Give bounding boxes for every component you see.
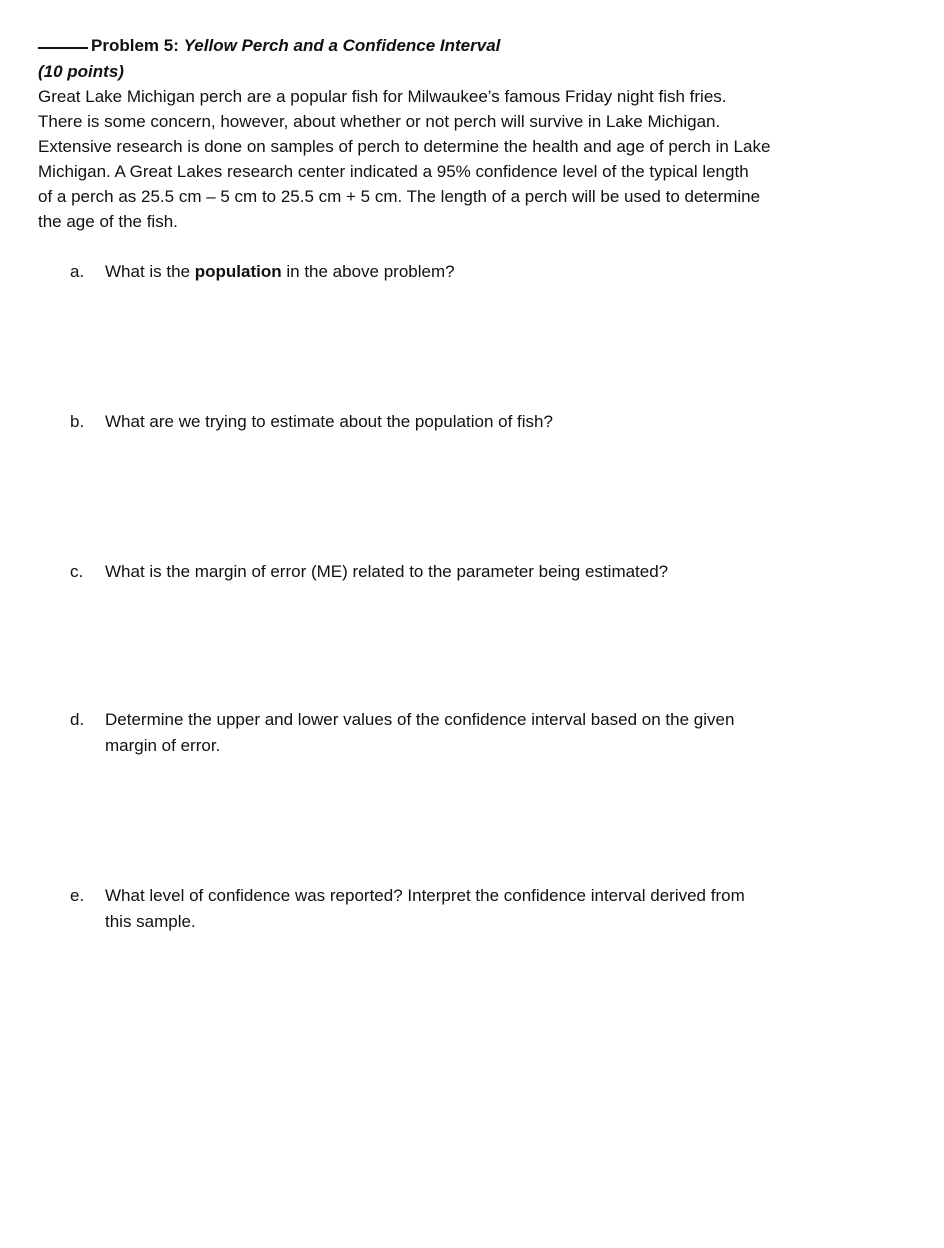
question-text [105,559,845,585]
question-line: Determine the upper and lower values of the confidence interval based on the given [105,710,735,729]
intro-line: Extensive research is done on samples of perch to determine the health and age of perch in Lake [38,137,771,156]
question-line: What level of confidence was reported? Interpret the confidence interval derived from [105,886,745,905]
question-letter: c. [70,562,84,581]
question-line: this sample. [105,912,196,931]
question-line: margin of error. [105,736,221,755]
question-text-after: in the above problem? [281,262,455,281]
intro-line: the age of the fish. [38,212,178,231]
problem-intro [38,84,858,234]
question-letter: e. [70,886,85,905]
question-text [105,409,845,435]
question-text [105,883,845,935]
intro-line: of a perch as 25.5 cm – 5 cm to 25.5 cm + 5 cm. The length of a perch will be used to determine [38,187,761,206]
problem-title: Yellow Perch and a Confidence Interval [183,36,501,55]
intro-line: Michigan. A Great Lakes research center indicated a 95% confidence level of the typical length [38,162,749,181]
question-line: What are we trying to estimate about the population of fish? [105,412,553,431]
question-text-bold: population [194,262,282,281]
question-line: What is the margin of error (ME) related to the parameter being estimated? [105,562,669,581]
intro-line: There is some concern, however, about whether or not perch will survive in Lake Michigan. [38,112,721,131]
question-text [105,707,845,759]
points-label: (10 points) [38,62,124,81]
question-text-before: What is the [105,262,195,281]
intro-line: Great Lake Michigan perch are a popular fish for Milwaukee’s famous Friday night fish fries. [38,87,727,106]
problem-header [38,34,500,58]
question-text [105,259,845,285]
question-letter: b. [70,412,85,431]
question-letter: a. [70,262,85,281]
problem-label: Problem 5: [91,36,184,55]
question-letter: d. [70,710,85,729]
score-blank [38,46,88,49]
